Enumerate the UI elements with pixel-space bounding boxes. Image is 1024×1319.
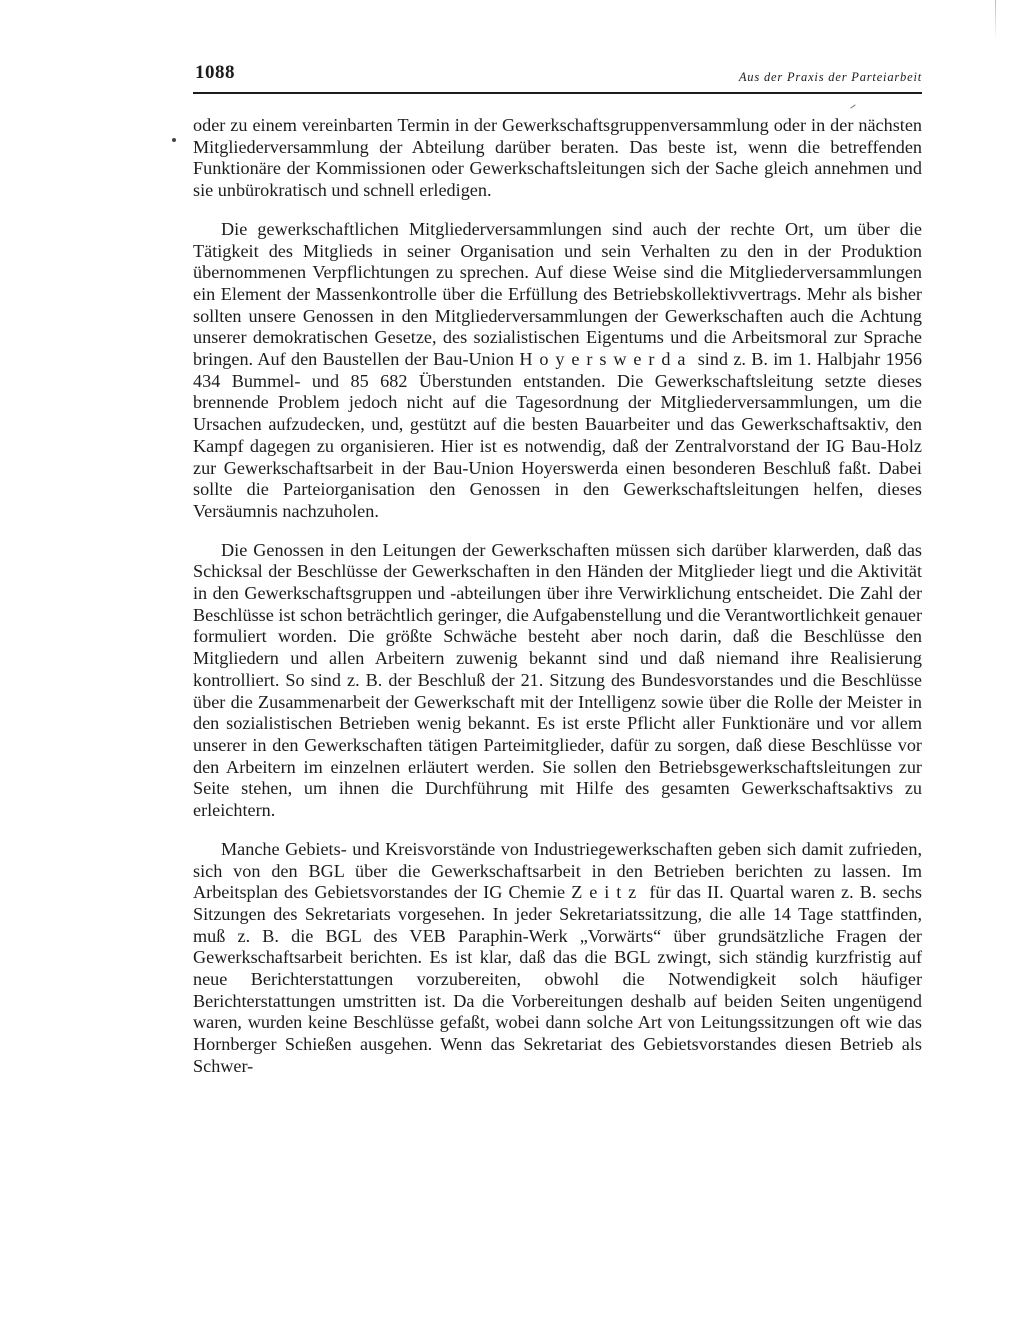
paragraph-2-text-start: Die gewerkschaftlichen Mitgliederversammlungen sind auch der rechte Ort, um über die Tätigkeit des Mitglieds in seiner Organisation und sein Verhalten zu den in der Produktion übernommenen Verpflichtungen zu sprechen. Auf diese Weise sind die Mitgliederversammlungen ein Element der Massenkontrolle über die Erfüllung des Betriebskollektivvertrags. Mehr als bisher sollten unsere Genossen in den Mitgliederversammlungen der Gewerkschaften auch die Achtung unserer demokratischen Gesetze, des sozialistischen Eigentums und die Arbeitsmoral zur Sprache bringen. Auf den Baustellen der Bau-Union xyxy=(193,218,922,370)
body-text xyxy=(193,115,922,1078)
place-name-hoyerswerda: Hoyerswerda xyxy=(519,349,693,370)
running-title: Aus der Praxis der Parteiarbeit xyxy=(738,70,922,84)
paragraph-4-text-end: für das II. Quartal waren z. B. sechs Sitzungen des Sekretariats vorgesehen. In jeder Sekretariatssitzung, die alle 14 Tage stattfinden, muß z. B. die BGL des VEB Paraphin-Werk „Vorwärts“ über grundsätzliche Fragen der Gewerkschaftsarbeit berichten. Es ist klar, daß das die BGL zwingt, sich ständig kurzfristig auf neue Berichterstattungen vorzubereiten, obwohl die Notwendigkeit solch häufiger Berichterstattungen umstritten ist. Da die Vorbereitungen deshalb auf beiden Seiten ungenügend waren, wurden keine Beschlüsse gefaßt, wobei dann solche Art von Leitungssitzungen oft wie das Hornberger Schießen ausgehen. Wenn das Sekretariat des Gebietsvorstandes diesen Betrieb als Schwer- xyxy=(193,882,922,1076)
paragraph-1 xyxy=(193,115,922,202)
margin-mark xyxy=(172,138,176,142)
paragraph-3-text: Die Genossen in den Leitungen der Gewerkschaften müssen sich darüber klarwerden, daß das Schicksal der Beschlüsse der Gewerkschaften in den Händen der Mitglieder liegt und die Aktivität in den Gewerkschaftsgruppen und -abteilungen über ihre Verwirklichung entscheidet. Die Zahl der Beschlüsse ist schon beträchtlich geringer, die Aufgabenstellung und die Verantwortlichkeit genauer formuliert worden. Die größte Schwäche besteht aber noch darin, daß die Beschlüsse den Mitgliedern und allen Arbeitern zuwenig bekannt sind und daß niemand ihre Realisierung kontrolliert. So sind z. B. der Beschluß der 21. Sitzung des Bundesvorstandes und die Beschlüsse über die Zusammenarbeit der Gewerkschaft mit der Intelligenz sowie über die Rolle der Meister in den sozialistischen Betrieben wenig bekannt. Es ist erste Pflicht aller Funktionäre und vor allem unserer in den Gewerkschaften tätigen Parteimitglieder, dafür zu sorgen, daß diese Beschlüsse vor den Arbeitern im einzelnen erläutert werden. Sie sollen den Betriebsgewerkschaftsleitungen zur Seite stehen, um ihnen die Durchführung mit Hilfe des gesamten Gewerkschaftsaktivs zu erleichtern. xyxy=(193,539,922,821)
paragraph-3 xyxy=(193,540,922,822)
place-name-zeitz: Zeitz xyxy=(571,882,644,903)
paragraph-1-text: oder zu einem vereinbarten Termin in der Gewerkschaftsgruppenversammlung oder in der nächsten Mitgliederversammlung der Abteilung darüber beraten. Das beste ist, wenn die betreffenden Funktionäre der Kommissionen oder Gewerkschaftsleitungen sich der Sache gleich annehmen und sie unbürokratisch und schnell erledigen. xyxy=(193,115,922,201)
paragraph-4 xyxy=(193,839,922,1078)
paragraph-2-text-end: sind z. B. im 1. Halbjahr 1956 434 Bummel- und 85 682 Überstunden entstanden. Die Gewerkschaftsleitung setzte dieses brennende Problem jedoch nicht auf die Tagesordnung der Mitgliederversammlungen, um die Ursachen aufzudecken, und, gestützt auf die besten Bauarbeiter und das Gewerkschaftsaktiv, den Kampf dagegen zu organisieren. Hier ist es notwendig, daß der Zentralvorstand der IG Bau-Holz zur Gewerkschaftsarbeit in der Bau-Union Hoyerswerda einen besonderen Beschluß faßt. Dabei sollte die Parteiorganisation den Genossen in den Gewerkschaftsleitungen helfen, dieses Versäumnis nachzuholen. xyxy=(193,349,923,521)
paragraph-2 xyxy=(193,219,922,523)
header-rule xyxy=(193,92,922,94)
paragraph-4-text-start: Manche Gebiets- und Kreisvorstände von Industriegewerkschaften geben sich damit zufrieden, sich von den BGL über die Gewerkschaftsarbeit in den Betrieben berichten zu lassen. Im Arbeitsplan des Gebietsvorstandes der IG Chemie xyxy=(193,838,922,903)
page-number: 1088 xyxy=(195,62,235,83)
scan-edge-mark xyxy=(995,0,996,40)
page-header xyxy=(195,62,922,92)
print-speck xyxy=(850,104,856,108)
